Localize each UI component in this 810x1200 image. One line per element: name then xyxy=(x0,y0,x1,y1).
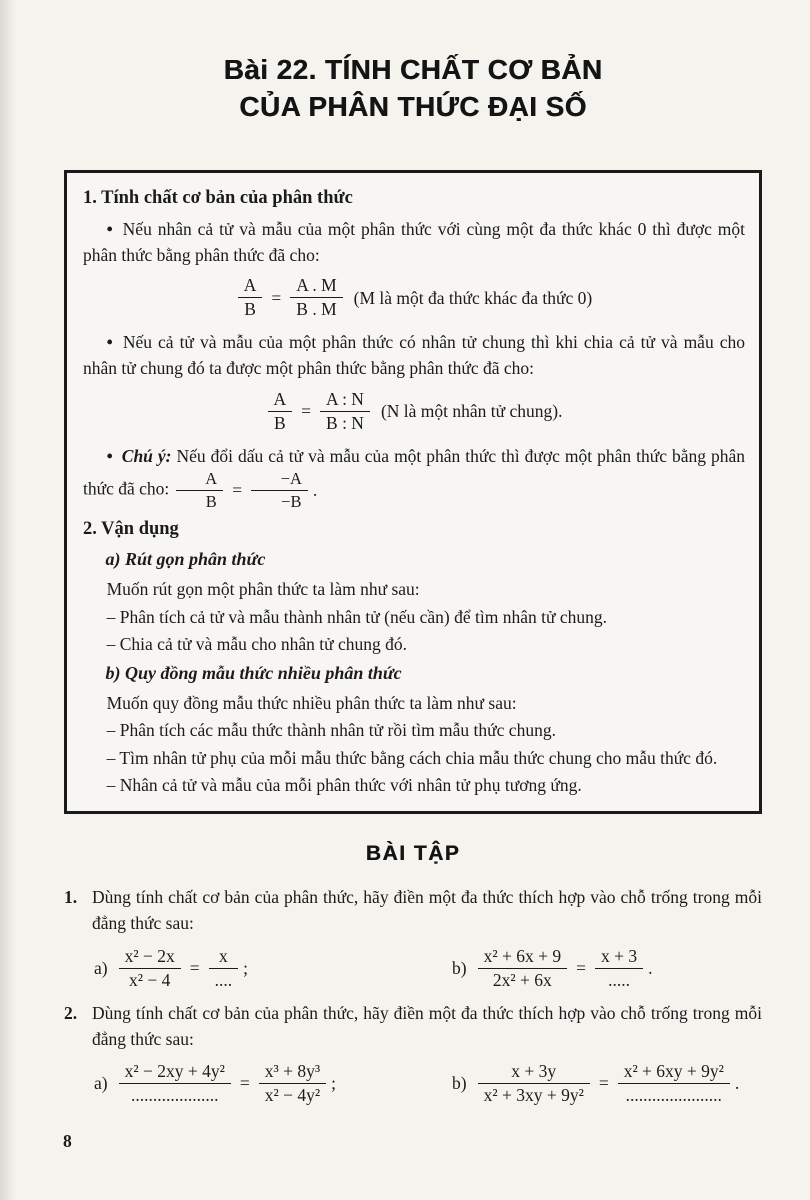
property-multiply-text: Nếu nhân cả tử và mẫu của một phân thức với cùng một đa thức khác 0 thì được một phân thức bằng phân thức đã cho: xyxy=(83,218,746,265)
part-a-label: a) xyxy=(94,957,108,978)
fraction-with-blank xyxy=(119,1061,231,1106)
fraction-with-blank xyxy=(618,1061,730,1106)
exercise-1-parts xyxy=(94,946,762,991)
equals-sign: = xyxy=(239,1073,250,1094)
equals-sign: = xyxy=(301,401,312,422)
fraction-denominator: x² + 3xy + 9y² xyxy=(483,1085,584,1105)
fraction-denominator: B : N xyxy=(326,412,364,433)
fraction-numerator: −A xyxy=(251,469,308,491)
period: . xyxy=(734,1073,740,1094)
page-number: 8 xyxy=(63,1131,72,1151)
fraction-a-over-b xyxy=(268,389,293,434)
formula-note: (M là một đa thức khác đa thức 0) xyxy=(353,287,593,308)
fraction-blank-denominator: ..... xyxy=(608,969,630,990)
fraction-blank-denominator: .................... xyxy=(130,1085,219,1105)
fraction-numerator: x xyxy=(209,946,239,969)
exercise-2-part-b xyxy=(452,1061,739,1106)
common-denominator-step-2: – Tìm nhân tử phụ của mỗi mẫu thức bằng cách chia mẫu thức chung cho mẫu thức đó. xyxy=(106,747,718,768)
fraction-given xyxy=(259,1061,326,1106)
fraction-numerator: A : N xyxy=(320,389,370,412)
bullet-icon: • xyxy=(106,332,113,353)
note-text: Nếu đổi dấu cả tử và mẫu của một phân thức thì được một phân thức bằng phân thức đã cho: xyxy=(83,445,746,499)
fraction-with-blank xyxy=(595,946,643,991)
fraction-denominator: B . M xyxy=(296,299,337,320)
fraction-numerator: A . M xyxy=(290,275,342,298)
fraction-numerator: x³ + 8y³ xyxy=(259,1061,326,1084)
fraction-numerator: A xyxy=(176,469,224,491)
fraction-numerator: x² − 2x xyxy=(119,946,181,969)
fraction-with-blank xyxy=(209,946,239,991)
fraction-denominator: B xyxy=(205,491,217,511)
fraction-numerator: x + 3 xyxy=(595,946,643,969)
part-b-label: b) xyxy=(452,1073,467,1094)
section-2b-heading: b) Quy đồng mẫu thức nhiều phân thức xyxy=(105,663,402,683)
fraction-an-over-bn xyxy=(320,389,370,434)
part-b-label: b) xyxy=(452,957,467,978)
equals-sign: = xyxy=(189,957,200,978)
note-label: Chú ý: xyxy=(121,445,172,466)
semicolon: ; xyxy=(243,957,248,978)
section-2-heading: 2. Vận dụng xyxy=(83,518,179,539)
lesson-title-line1: Bài 22. TÍNH CHẤT CƠ BẢN xyxy=(223,54,603,85)
formula-note: (N là một nhân tử chung). xyxy=(380,401,563,422)
fraction-denominator: x² − 4y² xyxy=(264,1085,321,1105)
part-a-label: a) xyxy=(94,1073,108,1094)
exercise-1-body xyxy=(92,884,762,996)
exercise-2-part-a xyxy=(94,1061,452,1106)
equals-sign: = xyxy=(598,1073,609,1094)
exercise-1-text: Dùng tính chất cơ bản của phân thức, hãy điền một đa thức thích hợp vào chỗ trống trong mỗi đẳng thức sau: xyxy=(92,887,762,934)
fraction-am-over-bm xyxy=(290,275,342,320)
note-paragraph xyxy=(83,443,745,512)
fraction-numerator: A xyxy=(238,275,263,298)
exercise-2-parts xyxy=(94,1061,762,1106)
section-2a-heading: a) Rút gọn phân thức xyxy=(105,549,266,570)
fraction-denominator: B xyxy=(273,412,286,433)
fraction-denominator: B xyxy=(244,299,256,320)
exercise-2-body xyxy=(92,1000,762,1112)
formula-multiply xyxy=(83,275,745,320)
exercises-heading: BÀI TẬP xyxy=(365,842,461,865)
theory-box xyxy=(64,170,762,814)
exercise-1-number: 1. xyxy=(64,887,78,907)
lesson-title xyxy=(64,52,762,126)
equals-sign: = xyxy=(232,480,243,501)
exercise-1-part-b xyxy=(452,946,652,991)
fraction-a-over-b xyxy=(238,275,263,320)
exercise-2-number: 2. xyxy=(64,1002,78,1023)
common-denominator-step-3: – Nhân cả tử và mẫu của mỗi phân thức với nhân tử phụ tương ứng. xyxy=(106,774,582,795)
common-denominator-step-1: – Phân tích các mẫu thức thành nhân tử rồi tìm mẫu thức chung. xyxy=(106,720,556,741)
period: . xyxy=(648,957,653,978)
reduce-intro: Muốn rút gọn một phân thức ta làm như sau: xyxy=(106,579,420,600)
reduce-step-1: – Phân tích cả tử và mẫu thành nhân tử (nếu cần) để tìm nhân tử chung. xyxy=(106,606,607,627)
section-1-heading: 1. Tính chất cơ bản của phân thức xyxy=(83,187,353,208)
fraction-numerator: x² + 6x + 9 xyxy=(478,946,568,969)
exercise-2-text: Dùng tính chất cơ bản của phân thức, hãy điền một đa thức thích hợp vào chỗ trống trong mỗi đẳng thức sau: xyxy=(92,1002,762,1049)
fraction-numerator: x² + 6xy + 9y² xyxy=(618,1061,730,1084)
fraction-numerator: A xyxy=(268,389,293,412)
reduce-step-2: – Chia cả tử và mẫu cho nhân tử chung đó. xyxy=(106,633,407,654)
bullet-icon: • xyxy=(106,218,113,239)
property-divide-text: Nếu cả tử và mẫu của một phân thức có nhân tử chung thì khi chia cả tử và mẫu cho nhân tử chung đó ta được một phân thức bằng phân thức đã cho: xyxy=(83,332,745,379)
fraction-numerator: x + 3y xyxy=(478,1061,590,1084)
exercise-2 xyxy=(64,1000,762,1112)
property-divide-paragraph xyxy=(83,329,745,382)
semicolon: ; xyxy=(331,1073,336,1094)
fraction-blank-denominator: ...................... xyxy=(625,1085,722,1105)
formula-divide xyxy=(83,389,745,434)
exercise-1 xyxy=(64,884,762,996)
equals-sign: = xyxy=(271,287,282,308)
bullet-icon: • xyxy=(106,445,113,466)
period: . xyxy=(312,480,318,501)
equals-sign: = xyxy=(576,957,586,978)
common-denominator-intro: Muốn quy đồng mẫu thức nhiều phân thức ta làm như sau: xyxy=(106,693,517,713)
fraction-numerator: x² − 2xy + 4y² xyxy=(119,1061,231,1084)
exercise-1-part-a xyxy=(94,946,452,991)
fraction-denominator: −B xyxy=(281,491,302,511)
fraction-nega-over-negb xyxy=(251,469,308,512)
fraction-a-over-b xyxy=(176,469,224,512)
lesson-title-line2: CỦA PHÂN THỨC ĐẠI SỐ xyxy=(239,90,587,122)
fraction-denominator: x² − 4 xyxy=(128,969,171,990)
property-multiply-paragraph xyxy=(83,216,745,269)
fraction-given xyxy=(478,946,568,991)
fraction-given xyxy=(478,1061,590,1106)
fraction-given xyxy=(119,946,181,991)
fraction-blank-denominator: .... xyxy=(214,969,233,990)
fraction-denominator: 2x² + 6x xyxy=(492,969,552,990)
